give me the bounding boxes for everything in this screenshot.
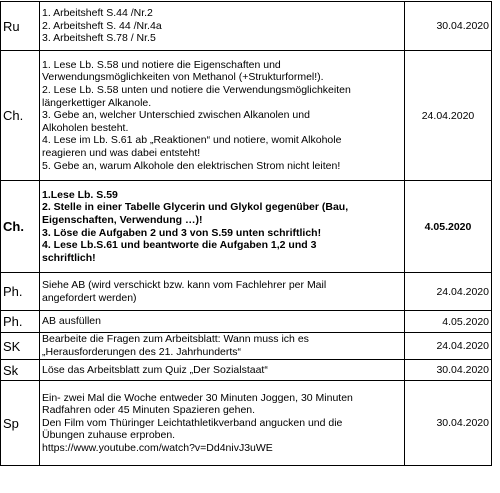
task-line: AB ausfüllen <box>42 315 101 328</box>
task-line: Radfahren oder 45 Minuten Spazieren gehen. <box>42 404 256 417</box>
task-line: 2. Stelle in einer Tabelle Glycerin und Glykol gegenüber (Bau, <box>42 201 349 214</box>
subject-cell: Ph. <box>1 273 40 311</box>
homework-table <box>0 1 492 466</box>
subject-cell: Sp <box>1 381 40 466</box>
task-line: 5. Gebe an, warum Alkohole den elektrischen Strom nicht leiten! <box>42 159 341 172</box>
task-line: angefordert werden) <box>42 291 137 304</box>
table-row <box>1 51 492 181</box>
table-row <box>1 273 492 311</box>
task-cell <box>40 333 405 360</box>
task-line: 2. Lese Lb. S.58 unten und notiere die Verwendungsmöglichkeiten <box>42 84 351 97</box>
date-cell: 30.04.2020 <box>405 2 492 51</box>
task-line: 3. Gebe an, welcher Unterschied zwischen Alkanolen und <box>42 109 310 122</box>
subject-cell: Ch. <box>1 181 40 273</box>
task-cell <box>40 311 405 333</box>
task-link[interactable]: https://www.youtube.com/watch?v=Dd4nivJ3uWE <box>42 441 273 454</box>
task-line: 1. Lese Lb. S.58 und notiere die Eigenschaften und <box>42 58 281 71</box>
date-cell: 4.05.2020 <box>405 181 492 273</box>
task-cell <box>40 181 405 273</box>
task-line: schriftlich! <box>42 251 96 264</box>
subject-cell: Ch. <box>1 51 40 181</box>
table-row <box>1 381 492 466</box>
task-line: Bearbeite die Fragen zum Arbeitsblatt: Wann muss ich es <box>42 333 309 346</box>
task-line: reagieren und was dabei entsteht! <box>42 146 201 159</box>
subject-cell: Sk <box>1 360 40 381</box>
table-row <box>1 2 492 51</box>
table-row <box>1 360 492 381</box>
task-line: Löse das Arbeitsblatt zum Quiz „Der Sozialstaat“ <box>42 363 268 376</box>
task-line: Alkoholen besteht. <box>42 121 129 134</box>
task-line: Ein- zwei Mal die Woche entweder 30 Minuten Joggen, 30 Minuten <box>42 391 353 404</box>
task-line: 4. Lese Lb.S.61 und beantworte die Aufgaben 1,2 und 3 <box>42 239 317 252</box>
task-cell <box>40 273 405 311</box>
task-line: 3. Löse die Aufgaben 2 und 3 von S.59 unten schriftlich! <box>42 226 322 239</box>
task-line: Siehe AB (wird verschickt bzw. kann vom Fachlehrer per Mail <box>42 278 327 291</box>
date-cell: 24.04.2020 <box>405 333 492 360</box>
task-line: 3. Arbeitsheft S.78 / Nr.5 <box>42 32 156 45</box>
table-row <box>1 311 492 333</box>
task-line: 2. Arbeitsheft S. 44 /Nr.4a <box>42 19 162 32</box>
date-cell: 24.04.2020 <box>405 273 492 311</box>
task-line: „Herausforderungen des 21. Jahrhunderts“ <box>42 346 242 358</box>
date-cell: 30.04.2020 <box>405 360 492 381</box>
date-cell: 4.05.2020 <box>405 311 492 333</box>
table-row <box>1 181 492 273</box>
task-line: Übungen zuhause erproben. <box>42 429 176 442</box>
task-cell <box>40 51 405 181</box>
subject-cell: Ph. <box>1 311 40 333</box>
task-cell <box>40 360 405 381</box>
task-line: Verwendungsmöglichkeiten von Methanol (+Strukturformel!). <box>42 71 324 84</box>
task-line: Eigenschaften, Verwendung …)! <box>42 213 203 226</box>
subject-cell: SK <box>1 333 40 360</box>
date-cell: 30.04.2020 <box>405 381 492 466</box>
task-line: 4. Lese im Lb. S.61 ab „Reaktionen“ und notiere, womit Alkohole <box>42 134 342 147</box>
task-line: 1. Arbeitsheft S.44 /Nr.2 <box>42 7 153 20</box>
task-line: 1.Lese Lb. S.59 <box>42 188 118 201</box>
task-line: längerkettiger Alkanole. <box>42 96 152 109</box>
task-cell <box>40 2 405 51</box>
task-line: Den Film vom Thüringer Leichtathletikverband angucken und die <box>42 416 343 429</box>
task-cell <box>40 381 405 466</box>
date-cell: 24.04.2020 <box>405 51 492 181</box>
subject-cell: Ru <box>1 2 40 51</box>
table-row <box>1 333 492 360</box>
